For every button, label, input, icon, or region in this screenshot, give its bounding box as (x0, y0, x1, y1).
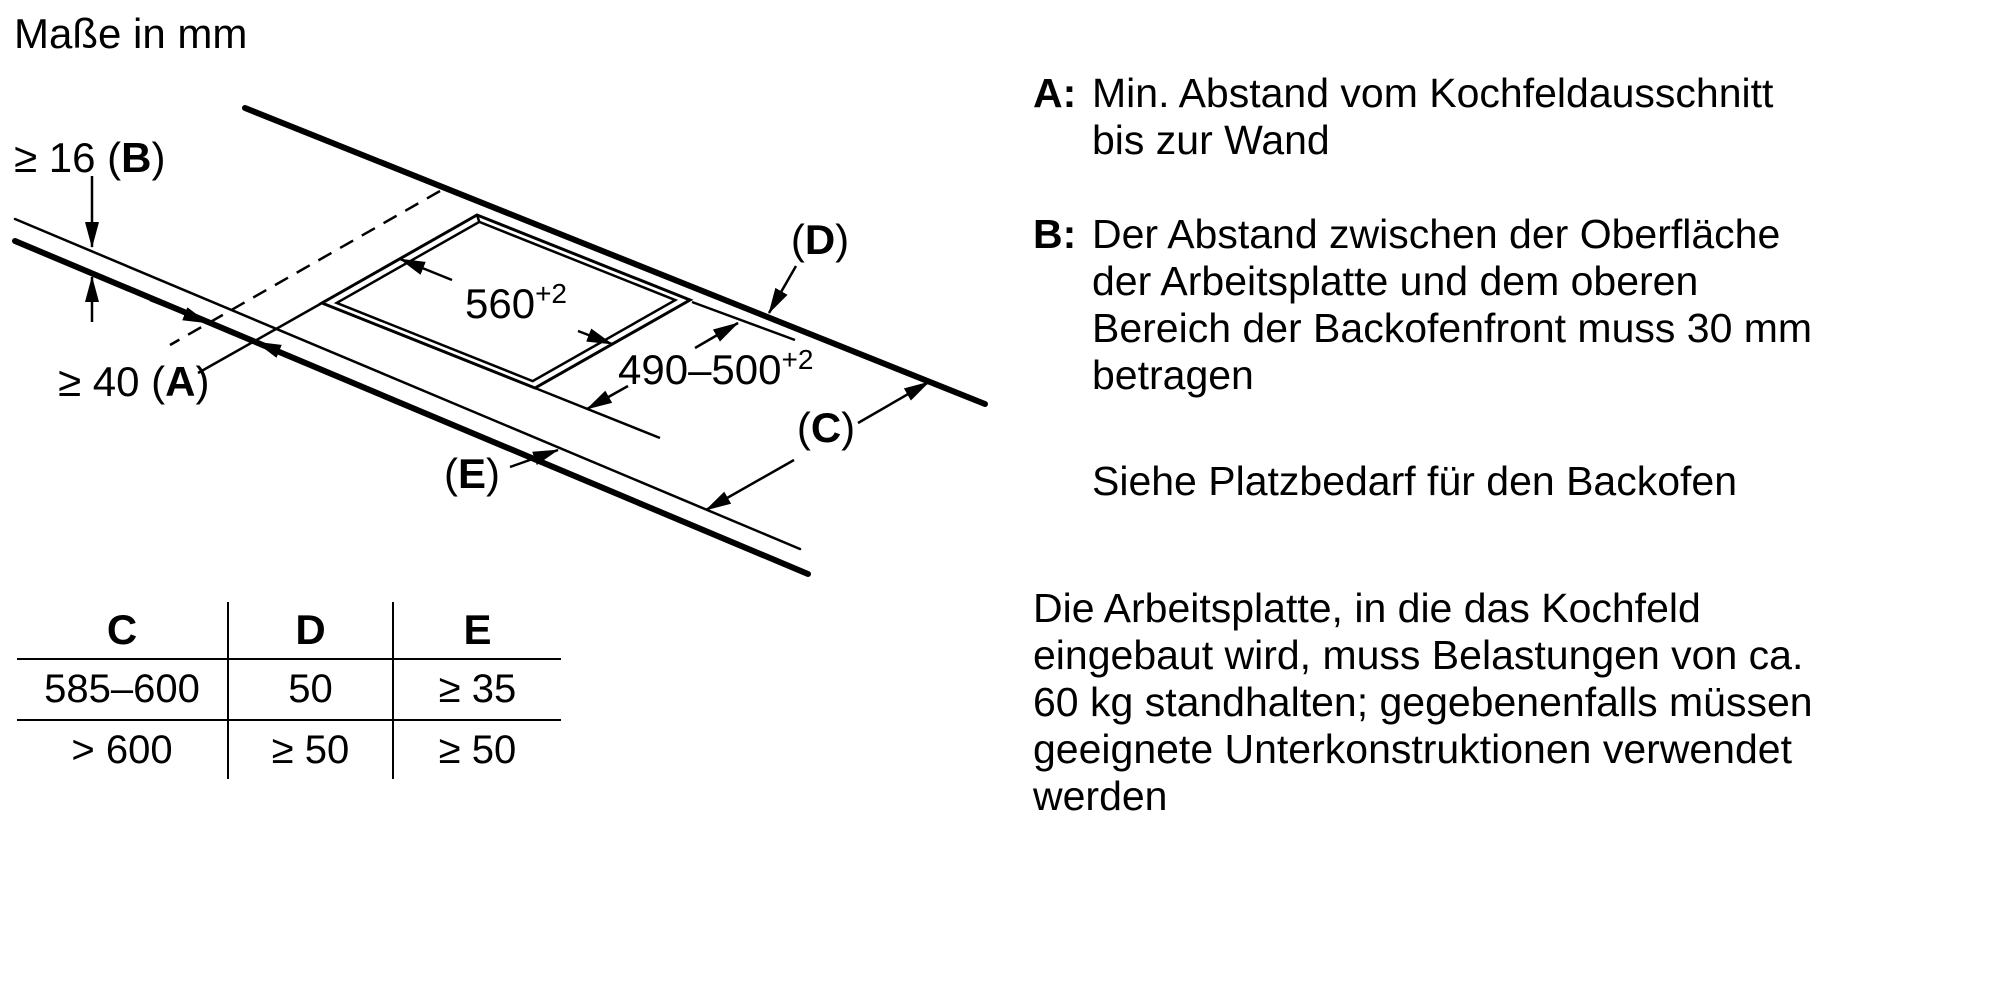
table-row (17, 720, 561, 779)
label-c-arrow-up (858, 382, 929, 423)
label-e: (E) (443, 450, 501, 497)
label-c-arrow-down (706, 460, 794, 510)
definition-b-label: B: (1033, 211, 1077, 257)
thickness-dim-label: ≥ 16 (B) (14, 134, 166, 181)
paragraph-line: werden (1033, 773, 1168, 819)
wall-distance-arrow-left (150, 300, 208, 323)
cutout-width-label: $560^{+2}$ (464, 278, 568, 327)
definition-a-label: A: (1033, 70, 1077, 116)
depth-arrow-up (695, 323, 738, 348)
table-cell: ≥ 50 (228, 720, 393, 779)
worktop-front-bottom-line (15, 241, 808, 574)
paragraph-line: Die Arbeitsplatte, in die das Kochfeld (1033, 585, 1701, 631)
definition-b-line: der Arbeitsplatte und dem oberen (1092, 258, 1699, 304)
cutout-depth-label: $490-500^{+2}$ (618, 344, 814, 393)
extension-line-front (535, 388, 660, 438)
label-d-arrow (769, 266, 796, 313)
table-cell: 585–600 (17, 659, 228, 720)
table-row (17, 659, 561, 720)
table-header-d: D (228, 602, 393, 659)
width-arrow-right (578, 331, 612, 344)
definition-b (1033, 211, 1933, 399)
definition-b-line: betragen (1092, 352, 1254, 398)
table-header-c: C (17, 602, 228, 659)
table-cell: > 600 (17, 720, 228, 779)
wall-dim-label: ≥ 40 (A) (58, 358, 210, 405)
definition-b-line: Der Abstand zwischen der Oberfläche (1092, 211, 1781, 257)
oven-space-note: Siehe Platzbedarf für den Backofen (1092, 458, 1738, 504)
definition-b-line: Bereich der Backofenfront muss 30 mm (1092, 305, 1813, 351)
table-cell: ≥ 35 (393, 659, 561, 720)
definition-a (1033, 70, 1933, 164)
paragraph-line: geeignete Unterkonstruktionen verwendet (1033, 726, 1792, 772)
label-c: (C) (796, 404, 856, 451)
page-title: Maße in mm (14, 10, 248, 57)
paragraph-line: 60 kg standhalten; gegebenenfalls müssen (1033, 679, 1813, 725)
label-d: (D) (790, 216, 850, 263)
table-header-row (17, 602, 561, 659)
wall-distance-arrow-right (256, 342, 318, 367)
table-header-e: E (393, 602, 561, 659)
paragraph-line: eingebaut wird, muss Belastungen von ca. (1033, 632, 1804, 678)
table-cell: ≥ 50 (438, 727, 517, 772)
worktop-load-paragraph (1033, 585, 1813, 820)
dimension-table (17, 602, 561, 779)
width-arrow-left (400, 259, 452, 280)
definition-a-line: Min. Abstand vom Kochfeldausschnitt (1092, 70, 1774, 116)
definition-a-line: bis zur Wand (1092, 117, 1330, 163)
table-cell: 50 (228, 659, 393, 720)
worktop-back-edge-line (245, 108, 985, 404)
